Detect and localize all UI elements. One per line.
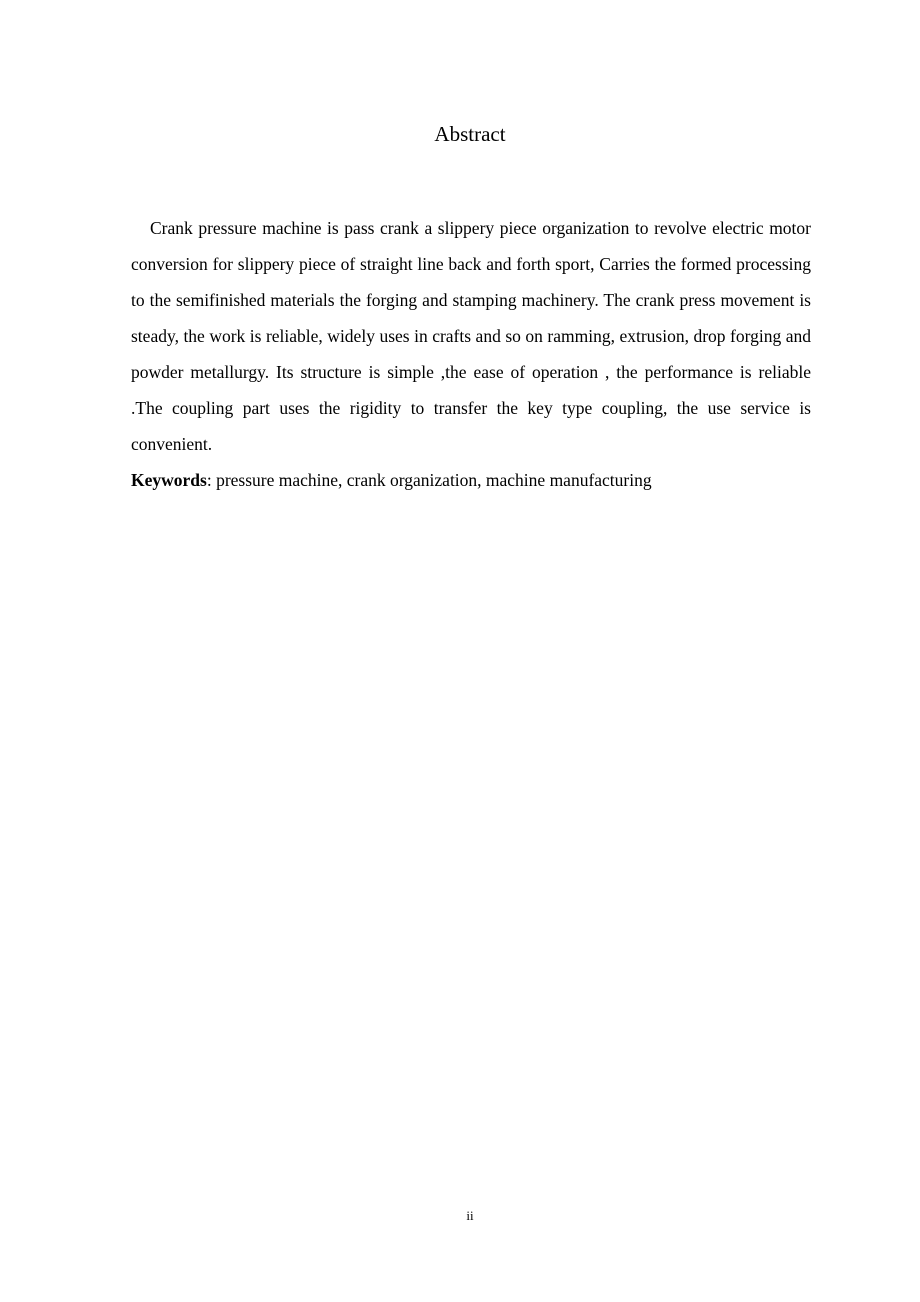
keywords-label: Keywords	[131, 470, 207, 490]
keywords-line	[131, 462, 811, 498]
page-number: ii	[466, 1208, 474, 1223]
abstract-paragraph: Crank pressure machine is pass crank a slippery piece organization to revolve electric motor conversion for slippery piece of straight line back and forth sport, Carries the formed processing to the semifinished materials the forging and stamping machinery. The crank press movement is steady, the work is reliable, widely uses in crafts and so on ramming, extrusion, drop forging and powder metallurgy. Its structure is simple ,the ease of operation , the performance is reliable .The coupling part uses the rigidity to transfer the key type coupling, the use service is convenient.	[131, 218, 811, 454]
keywords-text: : pressure machine, crank organization, machine manufacturing	[206, 470, 652, 490]
abstract-title: Abstract	[434, 122, 506, 146]
abstract-body	[131, 210, 811, 498]
